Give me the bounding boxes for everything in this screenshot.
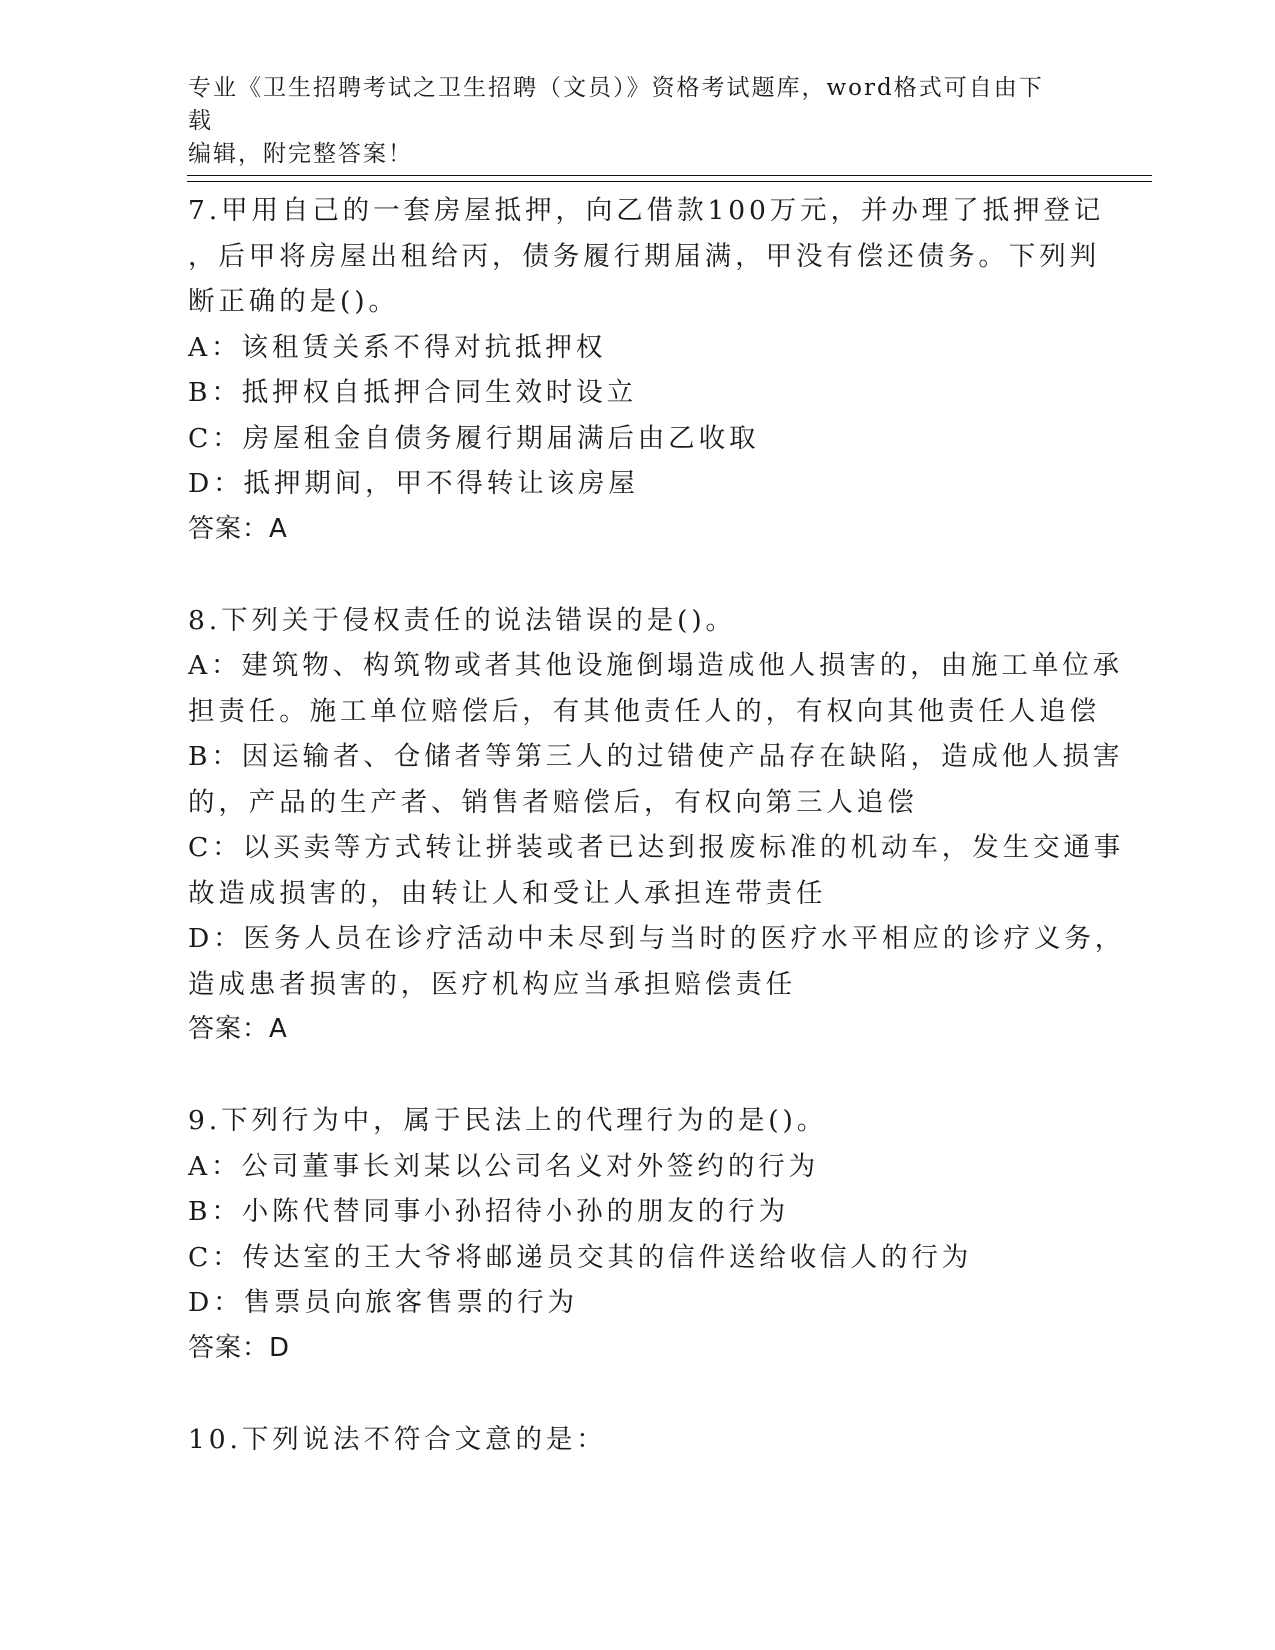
question-stem-line: 8.下列关于侵权责任的说法错误的是()。 <box>188 604 736 636</box>
option-d: D：售票员向旅客售票的行为 <box>188 1287 578 1318</box>
answer-label: 答案：A <box>188 1014 288 1044</box>
answer-label: 答案：A <box>188 513 288 544</box>
document-header <box>188 72 1068 171</box>
option-a: A：建筑物、构筑物或者其他设施倒塌造成他人损害的，由施工单位承 <box>188 650 1124 681</box>
question-spacer <box>188 552 1088 598</box>
option-a: A：该租赁关系不得对抗抵押权 <box>188 331 607 363</box>
header-divider-bottom <box>187 181 1152 182</box>
option-c-continued: 故造成损害的，由转让人和受让人承担连带责任 <box>188 877 827 909</box>
option-d: D：抵押期间，甲不得转让该房屋 <box>188 468 639 499</box>
question-7 <box>188 188 1105 552</box>
question-10 <box>188 1417 1088 1463</box>
question-9 <box>188 1098 1088 1371</box>
question-8 <box>188 598 1126 1053</box>
option-a-continued: 担责任。施工单位赔偿后，有其他责任人的，有权向其他责任人追偿 <box>188 695 1100 727</box>
question-stem-line: 7.甲用自己的一套房屋抵押，向乙借款100万元，并办理了抵押登记 <box>188 195 1105 226</box>
option-d: D：医务人员在诊疗活动中未尽到与当时的医疗水平相应的诊疗义务， <box>188 923 1126 954</box>
header-divider-top <box>187 175 1152 176</box>
question-stem-line: ，后甲将房屋出租给丙，债务履行期届满，甲没有偿还债务。下列判 <box>188 240 1100 272</box>
option-d-continued: 造成患者损害的，医疗机构应当承担赔偿责任 <box>188 968 796 1000</box>
question-spacer <box>188 1371 1088 1417</box>
option-b-continued: 的，产品的生产者、销售者赔偿后，有权向第三人追偿 <box>188 786 918 818</box>
answer-label: 答案：D <box>188 1332 291 1363</box>
header-line-1: 专业《卫生招聘考试之卫生招聘（文员）》资格考试题库，word格式可自由下载 <box>188 75 1044 134</box>
header-line-2: 编辑，附完整答案！ <box>188 141 413 167</box>
option-c: C：房屋租金自债务履行期届满后由乙收取 <box>188 422 760 454</box>
question-stem-line: 9.下列行为中，属于民法上的代理行为的是()。 <box>188 1105 828 1136</box>
option-c: C：以买卖等方式转让拼装或者已达到报废标准的机动车，发生交通事 <box>188 832 1125 863</box>
question-stem-line: 10.下列说法不符合文意的是： <box>188 1423 607 1455</box>
question-stem-line: 断正确的是()。 <box>188 286 399 317</box>
option-b: B：抵押权自抵押合同生效时设立 <box>188 377 637 408</box>
option-b: B：小陈代替同事小孙招待小孙的朋友的行为 <box>188 1196 789 1227</box>
option-b: B：因运输者、仓储者等第三人的过错使产品存在缺陷，造成他人损害 <box>188 741 1124 772</box>
question-list <box>188 188 1126 1462</box>
option-c: C：传达室的王大爷将邮递员交其的信件送给收信人的行为 <box>188 1241 973 1273</box>
question-spacer <box>188 1053 1088 1099</box>
option-a: A：公司董事长刘某以公司名义对外签约的行为 <box>188 1150 820 1182</box>
